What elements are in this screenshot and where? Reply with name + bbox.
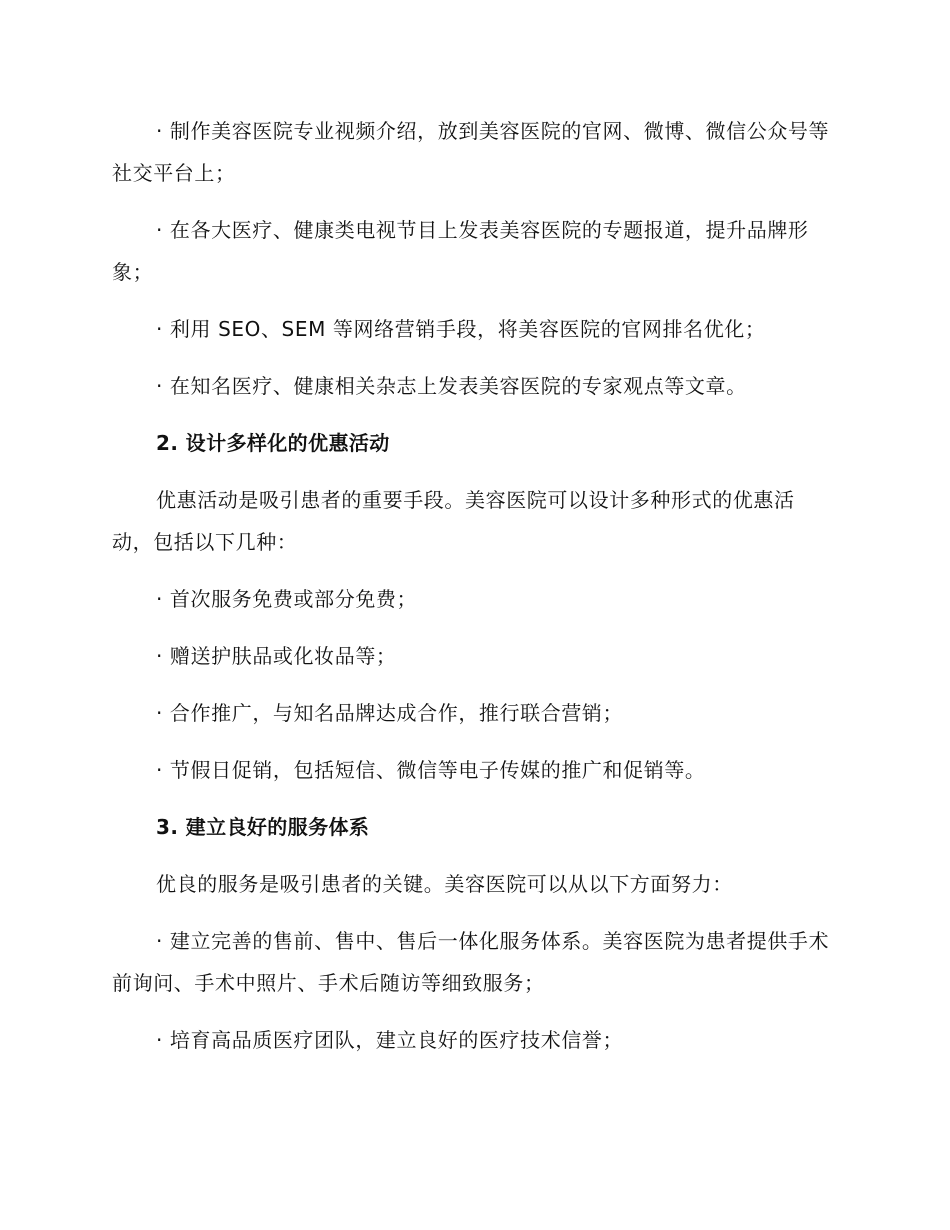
- bullet-item-free-service: · 首次服务免费或部分免费；: [156, 587, 418, 611]
- section-heading-promotions: 2. 设计多样化的优惠活动: [156, 431, 390, 455]
- bullet-item-tv-report: · 在各大医疗、健康类电视节目上发表美容医院的专题报道，提升品牌形象；: [112, 218, 809, 284]
- bullet-item-service-system: · 建立完善的售前、售中、售后一体化服务体系。美容医院为患者提供手术前询问、手术中照片、手术后随访等细致服务；: [112, 929, 830, 995]
- section-heading-service: 3. 建立良好的服务体系: [156, 815, 370, 839]
- bullet-item-video-intro: · 制作美容医院专业视频介绍，放到美容医院的官网、微博、微信公众号等社交平台上；: [112, 119, 830, 185]
- bullet-item-magazine: · 在知名医疗、健康相关杂志上发表美容医院的专家观点等文章。: [156, 374, 747, 398]
- bullet-item-seo-sem: · 利用 SEO、SEM 等网络营销手段，将美容医院的官网排名优化；: [156, 317, 766, 341]
- bullet-item-co-marketing: · 合作推广，与知名品牌达成合作，推行联合营销；: [156, 701, 624, 725]
- bullet-item-holiday-promo: · 节假日促销，包括短信、微信等电子传媒的推广和促销等。: [156, 758, 706, 782]
- paragraph-service-intro: 优良的服务是吸引患者的关键。美容医院可以从以下方面努力：: [156, 872, 733, 896]
- bullet-item-gift: · 赠送护肤品或化妆品等；: [156, 644, 397, 668]
- paragraph-promotions-intro: 优惠活动是吸引患者的重要手段。美容医院可以设计多种形式的优惠活动，包括以下几种：: [112, 488, 795, 554]
- document-body: [112, 110, 834, 1076]
- bullet-item-medical-team: · 培育高品质医疗团队，建立良好的医疗技术信誉；: [156, 1028, 624, 1052]
